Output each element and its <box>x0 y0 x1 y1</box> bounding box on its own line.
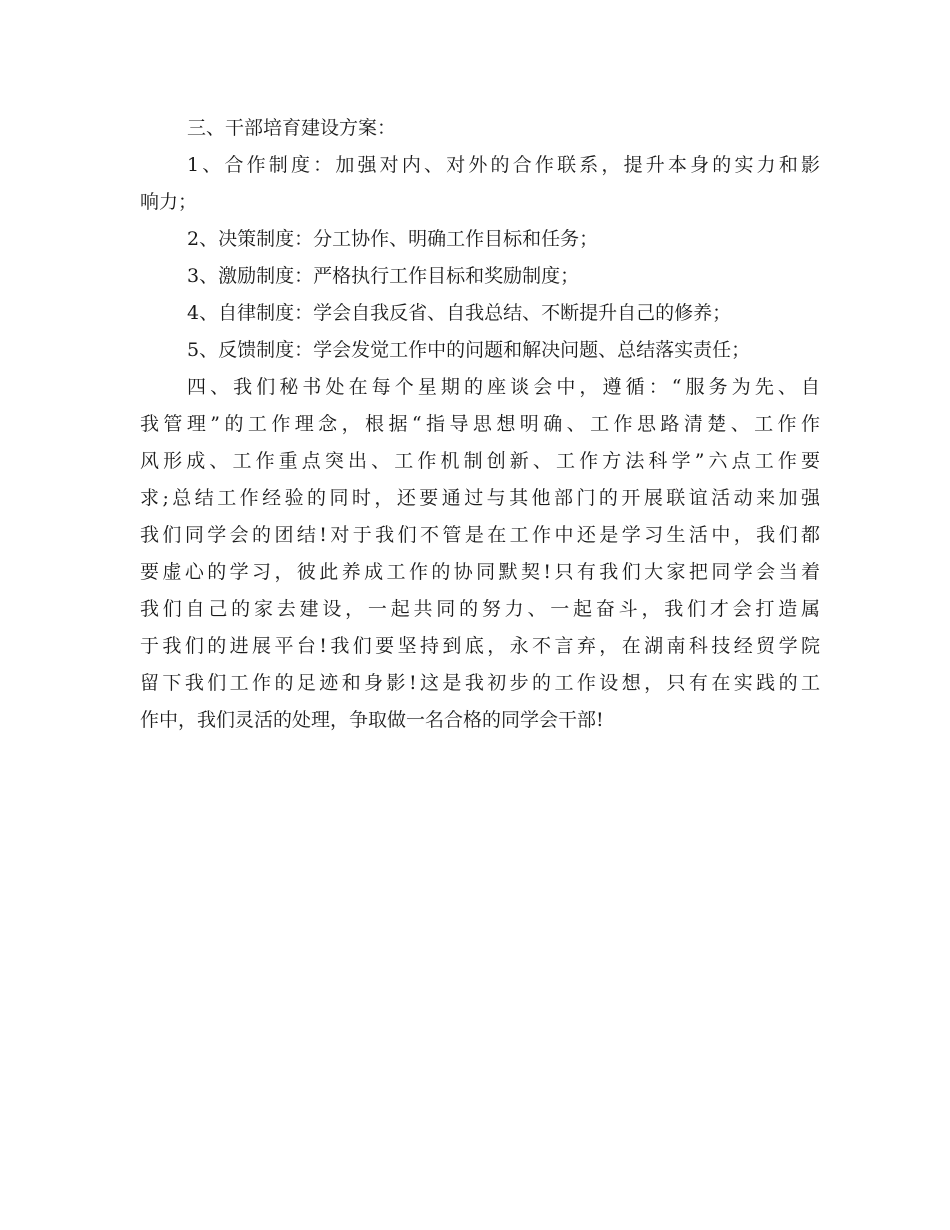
paragraph-four-line: 留下我们工作的足迹和身影!这是我初步的工作设想，只有在实践的工 <box>140 672 820 694</box>
paragraph-four-line: 于我们的进展平台!我们要坚持到底，永不言弃，在湖南科技经贸学院 <box>140 635 820 657</box>
document-body <box>140 110 820 739</box>
paragraph-four-line: 我们同学会的团结!对于我们不管是在工作中还是学习生活中，我们都 <box>140 524 820 546</box>
paragraph-four-line: 四、我们秘书处在每个星期的座谈会中，遵循：“服务为先、自 <box>187 376 820 398</box>
list-item-cooperation: 1、合作制度：加强对内、对外的合作联系，提升本身的实力和影 <box>187 154 820 176</box>
paragraph-four-line: 求;总结工作经验的同时，还要通过与其他部门的开展联谊活动来加强 <box>140 487 820 509</box>
paragraph-four-last-line: 作中，我们灵活的处理，争取做一名合格的同学会干部! <box>140 709 604 731</box>
paragraph-four-line: 要虚心的学习，彼此养成工作的协同默契!只有我们大家把同学会当着 <box>140 561 820 583</box>
list-item-incentive: 3、激励制度：严格执行工作目标和奖励制度； <box>187 265 580 287</box>
list-item-cooperation-continued: 响力； <box>140 191 198 213</box>
list-item-feedback: 5、反馈制度：学会发觉工作中的问题和解决问题、总结落实责任； <box>187 339 751 361</box>
list-item-decision: 2、决策制度：分工协作、明确工作目标和任务； <box>187 228 599 250</box>
list-item-self-discipline: 4、自律制度：学会自我反省、自我总结、不断提升自己的修养； <box>187 302 732 324</box>
paragraph-four-line: 我管理”的工作理念，根据“指导思想明确、工作思路清楚、工作作 <box>140 413 820 435</box>
paragraph-four-line: 我们自己的家去建设，一起共同的努力、一起奋斗，我们才会打造属 <box>140 598 820 620</box>
section-heading-three: 三、干部培育建设方案： <box>187 117 397 139</box>
paragraph-four-line: 风形成、工作重点突出、工作机制创新、工作方法科学”六点工作要 <box>140 450 820 472</box>
